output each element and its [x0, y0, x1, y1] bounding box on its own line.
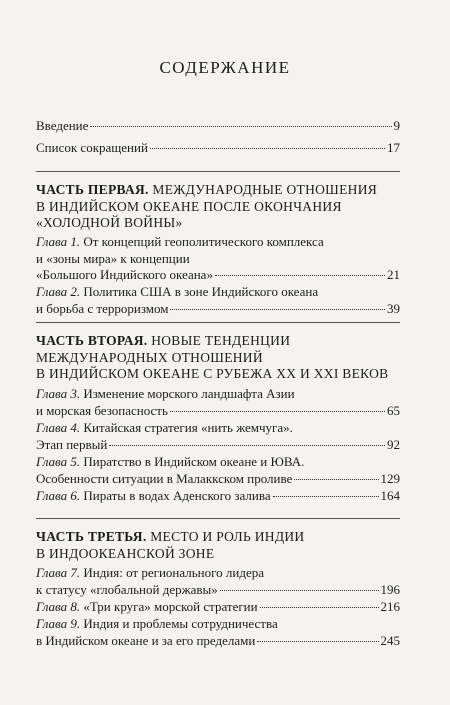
entry-page: 129	[380, 470, 400, 486]
dot-leader	[273, 496, 379, 497]
entry-page: 216	[380, 599, 400, 614]
dot-leader	[90, 126, 391, 127]
chapter-label: Глава 2.	[36, 284, 81, 299]
toc-entry-introduction	[36, 118, 400, 135]
chapter-label: Глава 6.	[36, 488, 81, 503]
dot-leader	[257, 641, 378, 642]
entry-text: От концепций геополитического комплекса	[83, 234, 324, 249]
toc-entry-chapter-1	[36, 234, 400, 284]
entry-text: «Три круга» морской стратегии	[83, 599, 258, 614]
entry-text: Пиратство в Индийском океане и ЮВА.	[83, 454, 305, 469]
entry-text: Индия и проблемы сотрудничества	[83, 616, 278, 631]
entry-page: 164	[380, 488, 400, 503]
dot-leader	[260, 607, 379, 608]
entry-page: 21	[387, 267, 400, 282]
toc-entry-chapter-3	[36, 386, 400, 419]
part-label: ЧАСТЬ ВТОРАЯ.	[36, 333, 148, 348]
chapter-label: Глава 7.	[36, 565, 81, 580]
page-title: СОДЕРЖАНИЕ	[159, 58, 291, 77]
entry-page: 9	[393, 118, 400, 133]
entry-text: Изменение морского ландшафта Азии	[83, 386, 295, 401]
entry-text: Введение	[36, 118, 89, 133]
entry-page: 65	[387, 402, 400, 418]
entry-page: 39	[387, 300, 400, 316]
part-title: В ИНДИЙСКОМ ОКЕАНЕ ПОСЛЕ ОКОНЧАНИЯ	[36, 198, 342, 214]
part-heading-3	[36, 529, 406, 562]
part-title: МЕЖДУНАРОДНЫЕ ОТНОШЕНИЯ	[152, 182, 378, 197]
chapter-label: Глава 4.	[36, 420, 81, 435]
divider	[36, 518, 400, 519]
entry-text: Особенности ситуации в Малаккском проливе	[36, 470, 293, 486]
chapter-label: Глава 1.	[36, 234, 81, 249]
toc-entry-abbreviations	[36, 140, 400, 157]
toc-entry-chapter-6	[36, 488, 400, 505]
entry-text: Этап первый	[36, 436, 108, 452]
dot-leader	[294, 479, 378, 480]
part-label: ЧАСТЬ ПЕРВАЯ.	[36, 182, 149, 197]
toc-entry-chapter-7	[36, 565, 400, 598]
entry-page: 196	[380, 581, 400, 597]
entry-text: Индия: от регионального лидера	[83, 565, 264, 580]
part-title: В ИНДИЙСКОМ ОКЕАНЕ С РУБЕЖА XX И XXI ВЕКОВ	[36, 366, 389, 381]
dot-leader	[109, 445, 385, 446]
entry-text: Список сокращений	[36, 140, 148, 155]
toc-entry-chapter-9	[36, 616, 400, 649]
dot-leader	[150, 148, 385, 149]
chapter-label: Глава 3.	[36, 386, 81, 401]
entry-text: к статусу «глобальной державы»	[36, 581, 218, 597]
entry-text: Китайская стратегия «нить жемчуга».	[83, 420, 293, 435]
entry-text: Пираты в водах Аденского залива	[83, 488, 271, 503]
chapter-label: Глава 5.	[36, 454, 81, 469]
entry-text: «Большого Индийского океана»	[36, 267, 213, 282]
part-label: ЧАСТЬ ТРЕТЬЯ.	[36, 529, 147, 544]
entry-text: Политика США в зоне Индийского океана	[83, 284, 319, 299]
dot-leader	[170, 309, 385, 310]
dot-leader	[220, 590, 379, 591]
part-title: МЕСТО И РОЛЬ ИНДИИ	[150, 529, 305, 544]
entry-text: в Индийском океане и за его пределами	[36, 632, 256, 648]
chapter-label: Глава 9.	[36, 616, 81, 631]
part-title: НОВЫЕ ТЕНДЕНЦИИ	[151, 333, 291, 348]
part-title: «ХОЛОДНОЙ ВОЙНЫ»	[36, 215, 183, 230]
divider	[36, 171, 400, 172]
divider	[36, 322, 400, 323]
dot-leader	[215, 275, 385, 276]
entry-text: и борьба с терроризмом	[36, 300, 169, 316]
toc-entry-chapter-5	[36, 454, 400, 487]
entry-page: 17	[387, 140, 400, 155]
toc-entry-chapter-2	[36, 284, 400, 317]
entry-text: и морская безопасность	[36, 402, 168, 418]
part-heading-1	[36, 182, 406, 232]
toc-entry-chapter-4	[36, 420, 400, 453]
dot-leader	[170, 411, 385, 412]
entry-page: 245	[380, 632, 400, 648]
part-title: В ИНДООКЕАНСКОЙ ЗОНЕ	[36, 545, 215, 561]
entry-page: 92	[387, 436, 400, 452]
part-heading-2	[36, 333, 406, 383]
chapter-label: Глава 8.	[36, 599, 81, 614]
part-title: МЕЖДУНАРОДНЫХ ОТНОШЕНИЙ	[36, 349, 263, 365]
entry-text: и «зоны мира» к концепции	[36, 250, 190, 266]
toc-entry-chapter-8	[36, 599, 400, 616]
